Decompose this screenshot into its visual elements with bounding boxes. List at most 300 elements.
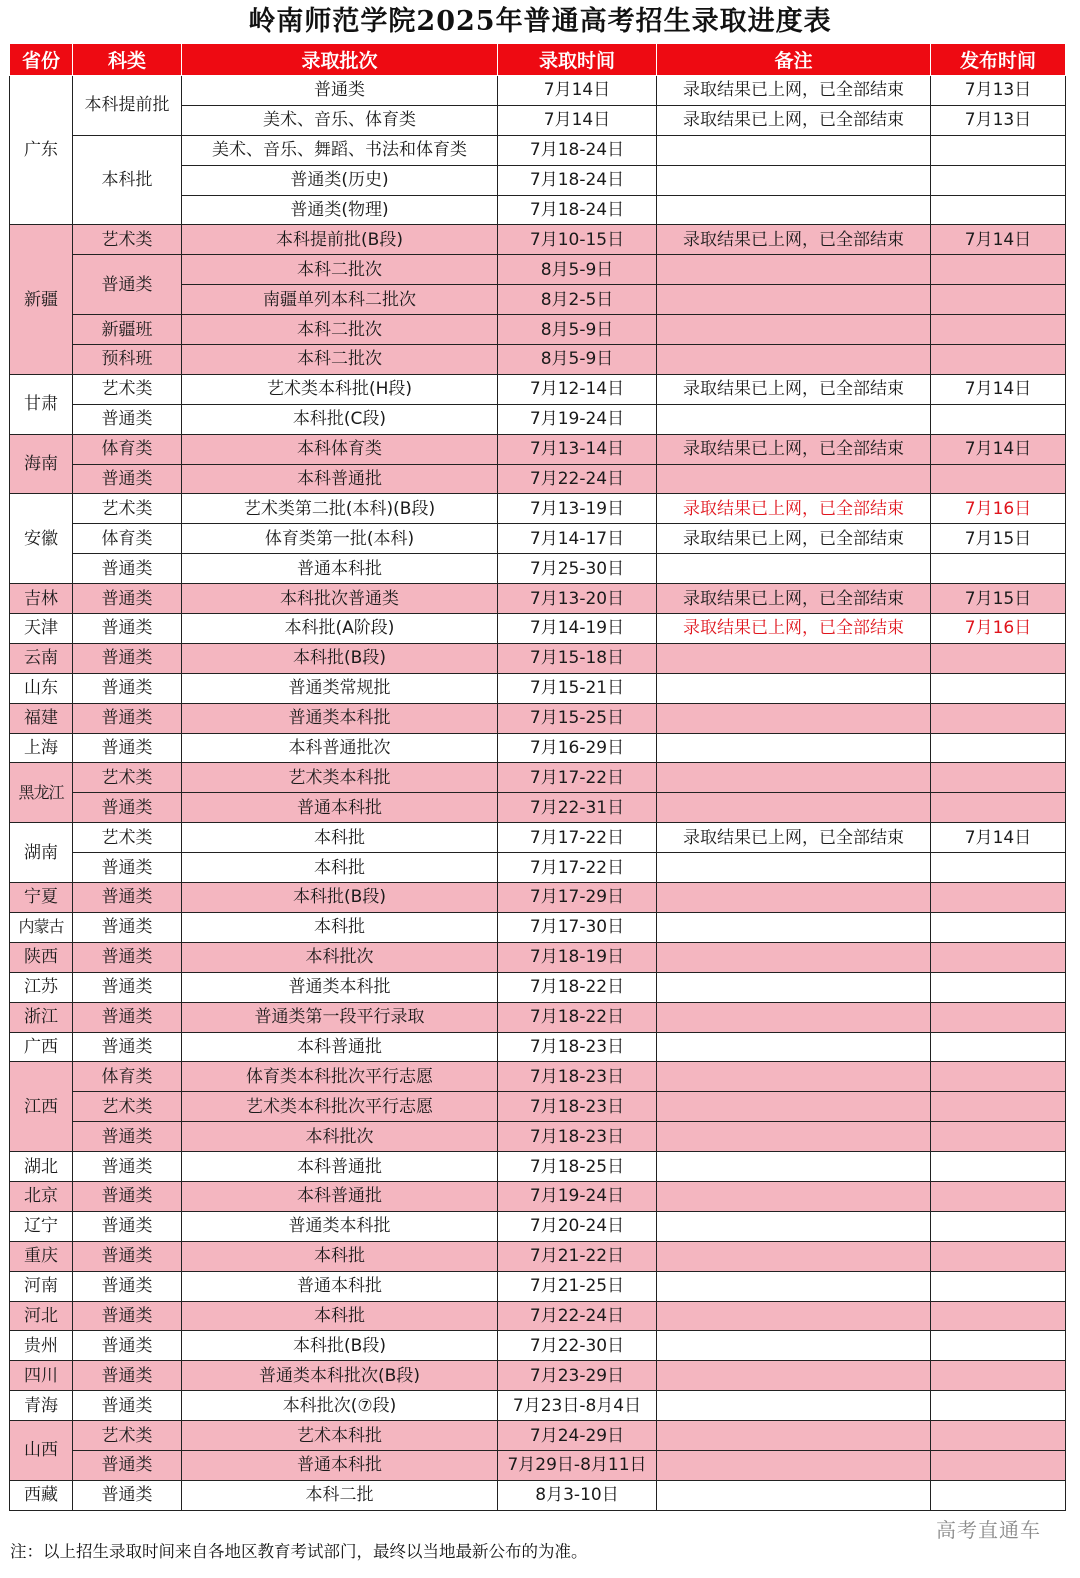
cell-admission-time: 7月23-29日 (498, 1361, 657, 1391)
cell-category: 普通类 (73, 1181, 182, 1211)
cell-province: 云南 (10, 643, 73, 673)
cell-publish-time: 7月13日 (931, 76, 1066, 106)
cell-publish-time: 7月14日 (931, 434, 1066, 464)
cell-batch: 本科二批次 (182, 315, 498, 345)
cell-category: 普通类 (73, 464, 182, 494)
cell-province: 安徽 (10, 494, 73, 584)
cell-batch: 普通类本科批 (182, 972, 498, 1002)
cell-category: 普通类 (73, 1361, 182, 1391)
cell-note (657, 703, 931, 733)
cell-batch: 本科批 (182, 1241, 498, 1271)
cell-note: 录取结果已上网，已全部结束 (657, 105, 931, 135)
cell-publish-time: 7月16日 (931, 614, 1066, 644)
cell-publish-time: 7月14日 (931, 225, 1066, 255)
cell-publish-time (931, 135, 1066, 165)
header-publish-time: 发布时间 (931, 44, 1066, 76)
cell-publish-time (931, 1241, 1066, 1271)
cell-admission-time: 7月13-20日 (498, 584, 657, 614)
cell-admission-time: 7月14-19日 (498, 614, 657, 644)
cell-note: 录取结果已上网，已全部结束 (657, 225, 931, 255)
cell-publish-time (931, 1331, 1066, 1361)
cell-admission-time: 8月5-9日 (498, 255, 657, 285)
cell-province: 新疆 (10, 225, 73, 374)
cell-publish-time (931, 673, 1066, 703)
cell-province: 辽宁 (10, 1211, 73, 1241)
cell-note (657, 1092, 931, 1122)
cell-batch: 本科批次普通类 (182, 584, 498, 614)
cell-batch: 本科批次 (182, 942, 498, 972)
table-row (10, 763, 1066, 793)
cell-province: 广东 (10, 76, 73, 225)
cell-admission-time: 7月16-29日 (498, 733, 657, 763)
table-row (10, 135, 1066, 165)
cell-publish-time: 7月14日 (931, 374, 1066, 404)
cell-province: 北京 (10, 1181, 73, 1211)
table-row (10, 1062, 1066, 1092)
cell-admission-time: 7月12-14日 (498, 374, 657, 404)
cell-admission-time: 7月22-30日 (498, 1331, 657, 1361)
watermark: 高考直通车 (936, 1518, 1041, 1542)
cell-publish-time (931, 1122, 1066, 1152)
cell-note (657, 1450, 931, 1480)
table-row (10, 942, 1066, 972)
cell-province: 陕西 (10, 942, 73, 972)
table-row (10, 733, 1066, 763)
cell-admission-time: 7月22-31日 (498, 793, 657, 823)
cell-batch: 体育类本科批次平行志愿 (182, 1062, 498, 1092)
cell-batch: 本科批(B段) (182, 1331, 498, 1361)
table-row (10, 554, 1066, 584)
cell-category: 艺术类 (73, 823, 182, 853)
header-note: 备注 (657, 44, 931, 76)
cell-note (657, 763, 931, 793)
cell-province: 湖南 (10, 823, 73, 883)
cell-admission-time: 7月18-24日 (498, 195, 657, 225)
table-row (10, 912, 1066, 942)
cell-category: 普通类 (73, 853, 182, 883)
cell-category: 普通类 (73, 673, 182, 703)
table-row (10, 643, 1066, 673)
table-row (10, 823, 1066, 853)
cell-publish-time (931, 1480, 1066, 1510)
cell-batch: 本科批 (182, 823, 498, 853)
cell-batch: 本科二批 (182, 1480, 498, 1510)
cell-category: 普通类 (73, 793, 182, 823)
table-row (10, 1421, 1066, 1451)
cell-category: 普通类 (73, 912, 182, 942)
cell-province: 江西 (10, 1062, 73, 1152)
cell-batch: 美术、音乐、体育类 (182, 105, 498, 135)
cell-admission-time: 7月18-24日 (498, 135, 657, 165)
cell-note: 录取结果已上网，已全部结束 (657, 584, 931, 614)
cell-batch: 本科二批次 (182, 255, 498, 285)
cell-note (657, 315, 931, 345)
cell-category: 普通类 (73, 1301, 182, 1331)
cell-admission-time: 7月19-24日 (498, 404, 657, 434)
cell-category: 普通类 (73, 614, 182, 644)
cell-admission-time: 7月15-18日 (498, 643, 657, 673)
cell-admission-time: 7月18-23日 (498, 1122, 657, 1152)
table-row (10, 1181, 1066, 1211)
cell-province: 江苏 (10, 972, 73, 1002)
cell-batch: 普通类常规批 (182, 673, 498, 703)
cell-batch: 本科批(A阶段) (182, 614, 498, 644)
cell-admission-time: 7月14-17日 (498, 524, 657, 554)
table-row (10, 374, 1066, 404)
cell-province: 上海 (10, 733, 73, 763)
cell-publish-time (931, 1032, 1066, 1062)
cell-note (657, 345, 931, 375)
cell-publish-time (931, 1152, 1066, 1182)
cell-admission-time: 7月18-24日 (498, 165, 657, 195)
table-row (10, 1092, 1066, 1122)
cell-admission-time: 8月2-5日 (498, 285, 657, 315)
cell-admission-time: 7月21-22日 (498, 1241, 657, 1271)
header-province: 省份 (10, 44, 73, 76)
cell-batch: 普通类本科批 (182, 703, 498, 733)
cell-admission-time: 7月17-22日 (498, 853, 657, 883)
cell-province: 青海 (10, 1391, 73, 1421)
cell-note: 录取结果已上网，已全部结束 (657, 434, 931, 464)
cell-category: 普通类 (73, 554, 182, 584)
table-row (10, 345, 1066, 375)
cell-category: 新疆班 (73, 315, 182, 345)
cell-batch: 美术、音乐、舞蹈、书法和体育类 (182, 135, 498, 165)
cell-admission-time: 7月14日 (498, 105, 657, 135)
cell-note: 录取结果已上网，已全部结束 (657, 614, 931, 644)
cell-province: 天津 (10, 614, 73, 644)
table-row (10, 76, 1066, 106)
cell-batch: 普通本科批 (182, 793, 498, 823)
cell-publish-time (931, 1361, 1066, 1391)
cell-batch: 本科批 (182, 853, 498, 883)
cell-note (657, 912, 931, 942)
cell-admission-time: 7月14日 (498, 76, 657, 106)
cell-category: 普通类 (73, 703, 182, 733)
cell-admission-time: 7月18-22日 (498, 1002, 657, 1032)
cell-batch: 普通类第一段平行录取 (182, 1002, 498, 1032)
cell-note (657, 1062, 931, 1092)
cell-province: 甘肃 (10, 374, 73, 434)
cell-publish-time (931, 763, 1066, 793)
cell-admission-time: 8月5-9日 (498, 315, 657, 345)
cell-admission-time: 7月18-23日 (498, 1062, 657, 1092)
cell-publish-time (931, 793, 1066, 823)
cell-note (657, 404, 931, 434)
admission-progress-table (9, 44, 1066, 1511)
cell-batch: 普通类本科批次(B段) (182, 1361, 498, 1391)
cell-admission-time: 7月22-24日 (498, 1301, 657, 1331)
cell-note (657, 1361, 931, 1391)
table-row (10, 315, 1066, 345)
cell-note (657, 1271, 931, 1301)
cell-admission-time: 7月25-30日 (498, 554, 657, 584)
cell-publish-time: 7月13日 (931, 105, 1066, 135)
cell-note (657, 165, 931, 195)
cell-publish-time (931, 942, 1066, 972)
cell-admission-time: 7月17-22日 (498, 763, 657, 793)
cell-batch: 本科提前批(B段) (182, 225, 498, 255)
cell-batch: 普通本科批 (182, 1271, 498, 1301)
cell-note (657, 883, 931, 913)
cell-category: 艺术类 (73, 763, 182, 793)
cell-category: 体育类 (73, 434, 182, 464)
cell-admission-time: 7月18-23日 (498, 1032, 657, 1062)
cell-province: 贵州 (10, 1331, 73, 1361)
cell-note (657, 1211, 931, 1241)
cell-publish-time (931, 1301, 1066, 1331)
cell-note (657, 1421, 931, 1451)
table-row (10, 1271, 1066, 1301)
cell-note (657, 1181, 931, 1211)
cell-province: 福建 (10, 703, 73, 733)
table-header-row (10, 44, 1066, 76)
cell-admission-time: 7月23日-8月4日 (498, 1391, 657, 1421)
cell-admission-time: 7月18-25日 (498, 1152, 657, 1182)
cell-province: 广西 (10, 1032, 73, 1062)
cell-admission-time: 7月15-25日 (498, 703, 657, 733)
cell-category: 普通类 (73, 404, 182, 434)
cell-publish-time (931, 972, 1066, 1002)
table-row (10, 1450, 1066, 1480)
cell-note (657, 942, 931, 972)
footnote: 注：以上招生录取时间来自各地区教育考试部门，最终以当地最新公布的为准。 (10, 1542, 588, 1561)
cell-admission-time: 7月17-29日 (498, 883, 657, 913)
cell-batch: 本科二批次 (182, 345, 498, 375)
cell-category: 普通类 (73, 1391, 182, 1421)
cell-batch: 本科批次(⑦段) (182, 1391, 498, 1421)
cell-category: 普通类 (73, 942, 182, 972)
cell-province: 山东 (10, 673, 73, 703)
cell-note (657, 1301, 931, 1331)
cell-publish-time: 7月15日 (931, 524, 1066, 554)
table-row (10, 853, 1066, 883)
table-row (10, 1361, 1066, 1391)
cell-admission-time: 7月15-21日 (498, 673, 657, 703)
cell-publish-time (931, 733, 1066, 763)
cell-batch: 本科普通批次 (182, 733, 498, 763)
cell-batch: 艺术类本科批(H段) (182, 374, 498, 404)
cell-note (657, 1241, 931, 1271)
cell-publish-time (931, 1002, 1066, 1032)
cell-batch: 艺术类第二批(本科)(B段) (182, 494, 498, 524)
cell-category: 普通类 (73, 255, 182, 315)
cell-publish-time (931, 315, 1066, 345)
table-row (10, 1211, 1066, 1241)
table-body (10, 76, 1066, 1511)
cell-batch: 本科普通批 (182, 1181, 498, 1211)
table-row (10, 1480, 1066, 1510)
cell-publish-time (931, 1092, 1066, 1122)
cell-category: 本科批 (73, 135, 182, 225)
cell-note (657, 1122, 931, 1152)
cell-batch: 本科批次 (182, 1122, 498, 1152)
cell-category: 普通类 (73, 733, 182, 763)
cell-note (657, 1152, 931, 1182)
cell-category: 体育类 (73, 1062, 182, 1092)
cell-admission-time: 7月17-22日 (498, 823, 657, 853)
cell-publish-time (931, 853, 1066, 883)
cell-category: 普通类 (73, 1211, 182, 1241)
cell-publish-time (931, 554, 1066, 584)
cell-publish-time (931, 285, 1066, 315)
cell-publish-time (931, 643, 1066, 673)
cell-province: 浙江 (10, 1002, 73, 1032)
cell-publish-time (931, 404, 1066, 434)
page-title: 岭南师范学院2025年普通高考招生录取进度表 (248, 6, 832, 37)
cell-note (657, 643, 931, 673)
table-row (10, 1391, 1066, 1421)
cell-province: 西藏 (10, 1480, 73, 1510)
cell-note (657, 1002, 931, 1032)
cell-admission-time: 7月22-24日 (498, 464, 657, 494)
cell-batch: 普通类(物理) (182, 195, 498, 225)
cell-note (657, 1032, 931, 1062)
cell-admission-time: 7月13-14日 (498, 434, 657, 464)
cell-note (657, 255, 931, 285)
cell-note: 录取结果已上网，已全部结束 (657, 494, 931, 524)
cell-publish-time (931, 1271, 1066, 1301)
cell-category: 普通类 (73, 1002, 182, 1032)
cell-category: 普通类 (73, 1152, 182, 1182)
cell-category: 预科班 (73, 345, 182, 375)
cell-note: 录取结果已上网，已全部结束 (657, 76, 931, 106)
cell-admission-time: 7月24-29日 (498, 1421, 657, 1451)
cell-publish-time (931, 345, 1066, 375)
table-row (10, 404, 1066, 434)
cell-province: 重庆 (10, 1241, 73, 1271)
cell-batch: 艺术类本科批 (182, 763, 498, 793)
cell-publish-time: 7月16日 (931, 494, 1066, 524)
cell-category: 普通类 (73, 1271, 182, 1301)
cell-note (657, 673, 931, 703)
cell-batch: 本科批 (182, 912, 498, 942)
cell-category: 普通类 (73, 1122, 182, 1152)
cell-note (657, 1480, 931, 1510)
cell-batch: 本科普通批 (182, 464, 498, 494)
table-row (10, 673, 1066, 703)
cell-province: 河北 (10, 1301, 73, 1331)
cell-admission-time: 7月18-23日 (498, 1092, 657, 1122)
cell-category: 本科提前批 (73, 76, 182, 136)
cell-note (657, 853, 931, 883)
cell-province: 四川 (10, 1361, 73, 1391)
cell-category: 普通类 (73, 1241, 182, 1271)
table-row (10, 1241, 1066, 1271)
cell-note (657, 464, 931, 494)
cell-category: 普通类 (73, 643, 182, 673)
cell-note (657, 1391, 931, 1421)
header-category: 科类 (73, 44, 182, 76)
cell-publish-time (931, 912, 1066, 942)
cell-category: 普通类 (73, 1480, 182, 1510)
cell-admission-time: 7月19-24日 (498, 1181, 657, 1211)
cell-note (657, 135, 931, 165)
cell-note: 录取结果已上网，已全部结束 (657, 823, 931, 853)
cell-batch: 本科批(B段) (182, 643, 498, 673)
cell-publish-time (931, 464, 1066, 494)
cell-province: 内蒙古 (10, 912, 73, 942)
cell-note (657, 1331, 931, 1361)
cell-publish-time (931, 883, 1066, 913)
table-row (10, 434, 1066, 464)
table-row (10, 1122, 1066, 1152)
table-row (10, 1152, 1066, 1182)
cell-batch: 本科体育类 (182, 434, 498, 464)
cell-publish-time: 7月14日 (931, 823, 1066, 853)
cell-note (657, 733, 931, 763)
cell-category: 普通类 (73, 584, 182, 614)
cell-batch: 本科批(B段) (182, 883, 498, 913)
cell-category: 艺术类 (73, 225, 182, 255)
cell-batch: 南疆单列本科二批次 (182, 285, 498, 315)
cell-batch: 本科批 (182, 1301, 498, 1331)
cell-category: 普通类 (73, 1450, 182, 1480)
cell-category: 艺术类 (73, 374, 182, 404)
cell-category: 艺术类 (73, 494, 182, 524)
cell-note: 录取结果已上网，已全部结束 (657, 524, 931, 554)
table-row (10, 703, 1066, 733)
cell-batch: 普通类本科批 (182, 1211, 498, 1241)
cell-admission-time: 7月29日-8月11日 (498, 1450, 657, 1480)
cell-category: 普通类 (73, 883, 182, 913)
cell-province: 山西 (10, 1421, 73, 1481)
cell-province: 河南 (10, 1271, 73, 1301)
table-row (10, 584, 1066, 614)
cell-publish-time (931, 195, 1066, 225)
cell-admission-time: 7月18-19日 (498, 942, 657, 972)
cell-publish-time (931, 1391, 1066, 1421)
cell-note (657, 285, 931, 315)
cell-batch: 体育类第一批(本科) (182, 524, 498, 554)
cell-batch: 普通本科批 (182, 554, 498, 584)
cell-batch: 普通本科批 (182, 1450, 498, 1480)
table-row (10, 1002, 1066, 1032)
table-row (10, 972, 1066, 1002)
table-row (10, 614, 1066, 644)
cell-category: 普通类 (73, 1032, 182, 1062)
cell-batch: 普通类(历史) (182, 165, 498, 195)
cell-publish-time (931, 1421, 1066, 1451)
table-row (10, 494, 1066, 524)
cell-note (657, 554, 931, 584)
table-row (10, 793, 1066, 823)
cell-publish-time (931, 1062, 1066, 1092)
cell-publish-time (931, 255, 1066, 285)
cell-province: 湖北 (10, 1152, 73, 1182)
cell-batch: 普通类 (182, 76, 498, 106)
cell-note (657, 195, 931, 225)
cell-category: 普通类 (73, 1331, 182, 1361)
cell-admission-time: 7月21-25日 (498, 1271, 657, 1301)
cell-category: 普通类 (73, 972, 182, 1002)
table-row (10, 225, 1066, 255)
table-row (10, 1301, 1066, 1331)
cell-admission-time: 8月5-9日 (498, 345, 657, 375)
cell-batch: 本科普通批 (182, 1152, 498, 1182)
cell-province: 宁夏 (10, 883, 73, 913)
header-admission-time: 录取时间 (498, 44, 657, 76)
cell-note (657, 793, 931, 823)
cell-category: 艺术类 (73, 1421, 182, 1451)
cell-category: 艺术类 (73, 1092, 182, 1122)
cell-admission-time: 7月20-24日 (498, 1211, 657, 1241)
cell-province: 海南 (10, 434, 73, 494)
table-row (10, 524, 1066, 554)
cell-publish-time (931, 1181, 1066, 1211)
cell-admission-time: 7月17-30日 (498, 912, 657, 942)
cell-admission-time: 8月3-10日 (498, 1480, 657, 1510)
